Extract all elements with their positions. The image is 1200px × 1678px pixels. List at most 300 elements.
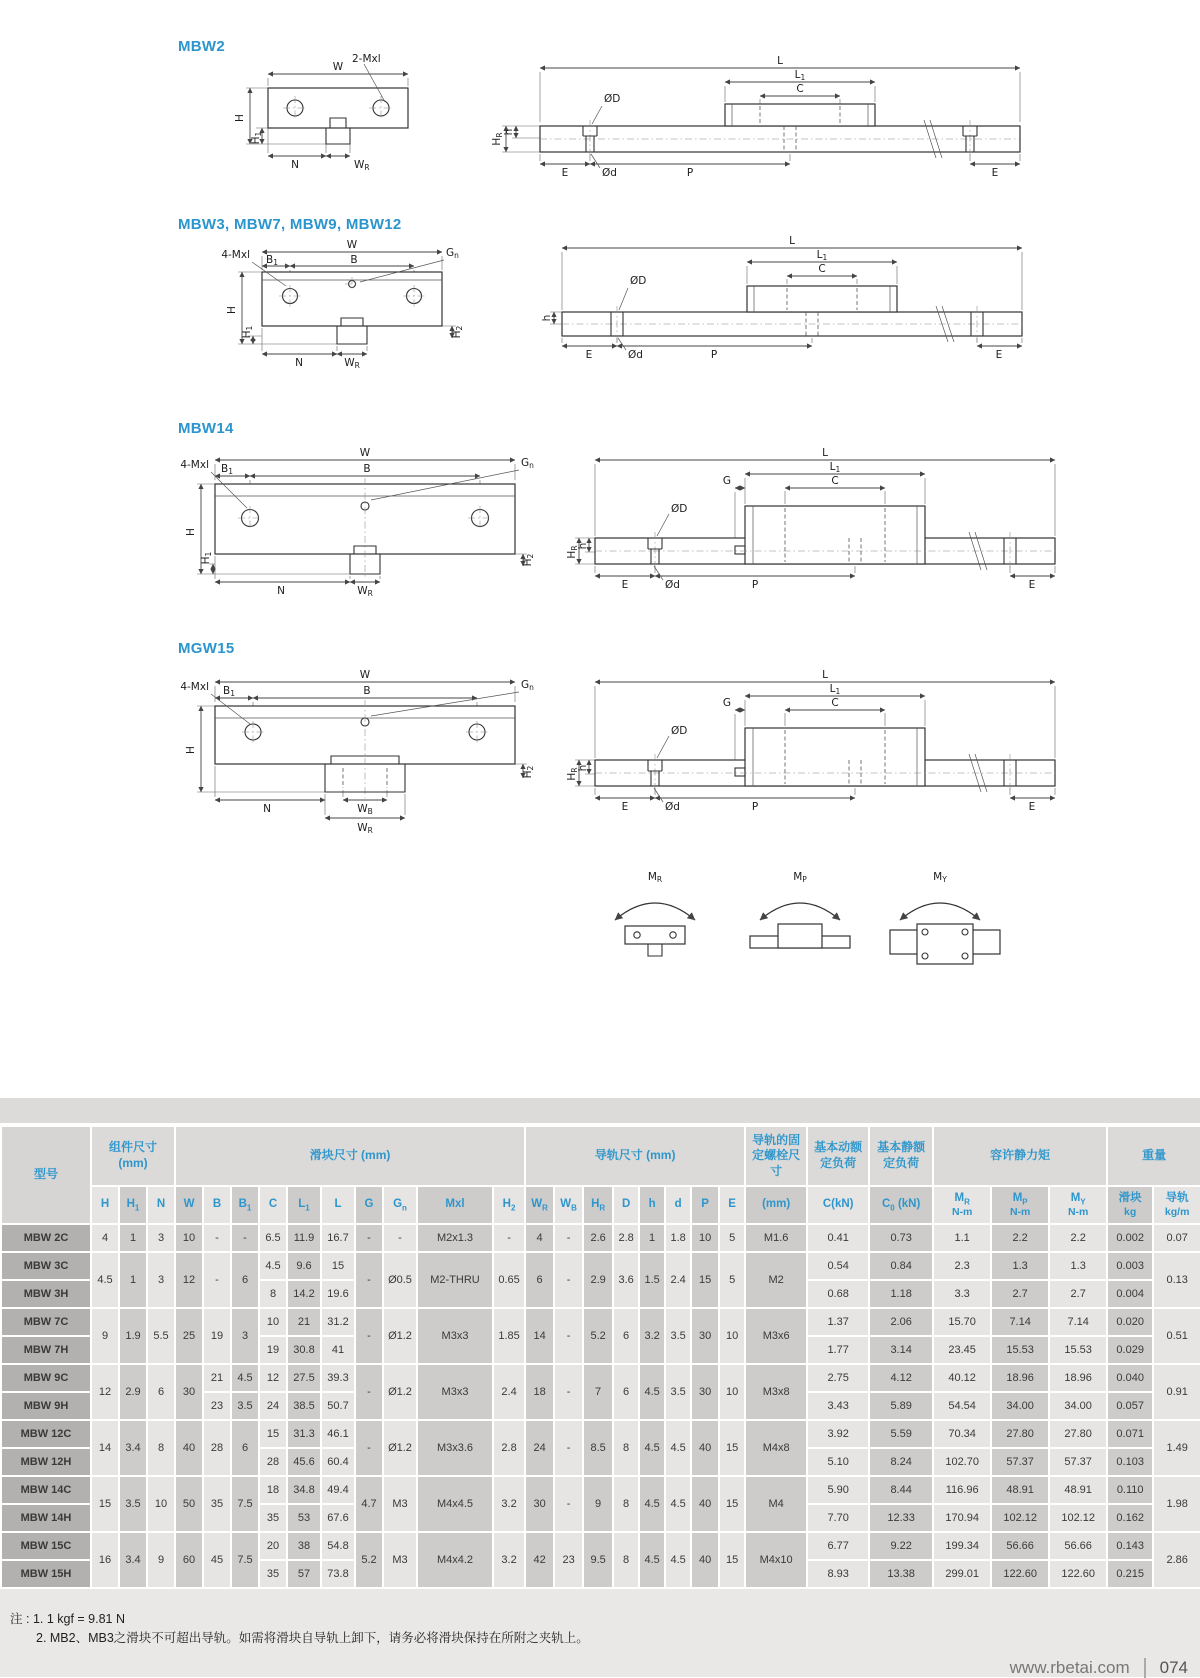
dim-label-w: W [346,239,358,251]
table-cell: - [554,1224,583,1252]
column-header: $M_R$ N-m [933,1186,991,1224]
column-header: L [321,1186,355,1224]
table-cell: 24 [259,1392,287,1420]
table-cell: 2.7 [1049,1280,1107,1308]
table-row [1,1532,1200,1560]
table-cell: 2.75 [807,1364,869,1392]
column-header: $W_B$ [554,1186,583,1224]
dim-label-n: N [263,803,271,815]
dim-label-e2: E [991,167,999,179]
table-cell: - [554,1308,583,1364]
table-cell: 34.00 [991,1392,1049,1420]
table-cell: 4.5 [665,1532,691,1588]
table-row [1,1420,1200,1448]
table-cell: 56.66 [991,1532,1049,1560]
dim-label-p: P [710,349,718,361]
table-cell: 2.2 [1049,1224,1107,1252]
dim-label-l: L [777,55,783,67]
table-cell: 4.12 [869,1364,933,1392]
dim-label-c: C [796,83,804,95]
column-header: N [147,1186,175,1224]
group-header-rail: 导轨尺寸 (mm) [525,1126,745,1186]
table-cell: 122.60 [1049,1560,1107,1588]
table-cell: 3.43 [807,1392,869,1420]
dim-label-l1: L1 [829,683,841,696]
dim-label-h1: H1 [200,551,213,565]
table-cell: 1.8 [665,1224,691,1252]
table-cell: 9 [147,1532,175,1588]
table-cell: 0.057 [1107,1392,1153,1420]
table-cell: 2.4 [493,1364,525,1420]
model-cell: MBW 7H [1,1336,91,1364]
table-cell: 102.70 [933,1448,991,1476]
table-cell: 116.96 [933,1476,991,1504]
column-header: $C_0$ (kN) [869,1186,933,1224]
model-cell: MBW 12C [1,1420,91,1448]
table-cell: 46.1 [321,1420,355,1448]
table-cell: 2.06 [869,1308,933,1336]
table-cell: 4.5 [639,1476,665,1532]
note-label: 注 : [10,1612,30,1626]
table-cell: 4.5 [665,1420,691,1476]
table-cell: 0.41 [807,1224,869,1252]
table-cell: 1.18 [869,1280,933,1308]
dim-label-od2: Ød [665,579,680,591]
mbw3-side-view [541,235,1022,361]
table-cell: 0.162 [1107,1504,1153,1532]
table-cell: 6 [231,1252,259,1308]
table-cell: 13.38 [869,1560,933,1588]
page-number: 074 [1144,1658,1188,1678]
table-cell: 4.5 [259,1252,287,1280]
table-row [1,1364,1200,1392]
table-cell: 60 [175,1532,203,1588]
block-outline [745,506,925,564]
table-cell: 53 [287,1504,321,1532]
table-cell: 0.68 [807,1280,869,1308]
column-header: $L_1$ [287,1186,321,1224]
section-title-mbw2: MBW2 [178,38,226,55]
dim-label-b: B [363,685,371,697]
column-header: W [175,1186,203,1224]
table-cell: 3.14 [869,1336,933,1364]
table-cell: 0.65 [493,1252,525,1308]
table-cell: 12.33 [869,1504,933,1532]
table-cell: 10 [147,1476,175,1532]
dim-label-n: N [277,585,285,597]
table-cell: 3.92 [807,1420,869,1448]
table-cell: 5.2 [583,1308,613,1364]
table-cell: 34.00 [1049,1392,1107,1420]
table-cell: 9 [583,1476,613,1532]
table-cell: 1 [119,1224,147,1252]
table-cell: 6 [525,1252,554,1308]
table-cell: 70.34 [933,1420,991,1448]
table-letter-header-row [1,1186,1200,1224]
table-cell: 8.5 [583,1420,613,1476]
model-cell: MBW 15H [1,1560,91,1588]
block-outline [725,104,875,126]
table-cell: 15.70 [933,1308,991,1336]
column-header: Mxl [417,1186,493,1224]
table-cell: - [554,1476,583,1532]
table-cell: 0.54 [807,1252,869,1280]
table-cell: 4.5 [231,1364,259,1392]
table-cell: 5.89 [869,1392,933,1420]
table-cell: 45 [203,1532,231,1588]
table-cell: 9.22 [869,1532,933,1560]
table-cell: 25 [175,1308,203,1364]
column-header: D [613,1186,639,1224]
dim-label-p: P [686,167,694,179]
table-cell: 0.020 [1107,1308,1153,1336]
dim-label-od: ØD [671,725,688,737]
dim-label-wb: WB [357,803,373,816]
dim-label-mxl: 2-Mxl [352,53,381,65]
table-cell: 15 [719,1532,745,1588]
table-cell: 102.12 [991,1504,1049,1532]
table-cell: 1.98 [1153,1476,1200,1532]
dim-label-od: ØD [604,93,621,105]
table-cell: 38 [287,1532,321,1560]
table-cell: 1.85 [493,1308,525,1364]
table-cell: 2.8 [493,1420,525,1476]
table-cell: 3.6 [613,1252,639,1308]
dim-label-mxl: 4-Mxl [180,681,209,693]
model-cell: MBW 14C [1,1476,91,1504]
note-1: 1. 1 kgf = 9.81 N [32,1612,126,1626]
table-cell: - [355,1224,383,1252]
table-cell: 8 [613,1476,639,1532]
table-cell: 14 [91,1420,119,1476]
dim-label-h2: H2 [522,765,535,779]
column-header: B [203,1186,231,1224]
table-cell: M2-THRU [417,1252,493,1308]
table-cell: 2.2 [991,1224,1049,1252]
table-cell: 41 [321,1336,355,1364]
table-cell: 299.01 [933,1560,991,1588]
table-cell: - [554,1252,583,1308]
dim-label-h2: H2 [451,325,464,339]
dim-label-b: B [350,254,358,266]
block-outline [778,924,822,948]
table-cell: 10 [691,1224,719,1252]
dim-label-od: ØD [671,503,688,515]
table-cell: M3x6 [745,1308,807,1364]
dim-label-hr: HR [491,132,504,146]
table-cell: M4x10 [745,1532,807,1588]
group-header-static-load: 基本静额定负荷 [869,1126,933,1186]
table-cell: 57.37 [991,1448,1049,1476]
table-cell: 30 [525,1476,554,1532]
footnote-line-1 [10,1610,589,1629]
table-cell: 10 [175,1224,203,1252]
section-title-mbw14: MBW14 [178,420,234,437]
dim-label-b1: B1 [266,254,278,267]
dim-label-h: h [577,764,589,772]
table-cell: 40 [691,1476,719,1532]
column-header: C [259,1186,287,1224]
table-cell: 3.2 [493,1532,525,1588]
moment-my [890,871,1000,964]
table-cell: 20 [259,1532,287,1560]
table-cell: 199.34 [933,1532,991,1560]
table-cell: 28 [259,1448,287,1476]
table-cell: 23 [203,1392,231,1420]
dim-label-c: C [818,263,826,275]
table-cell: 6.77 [807,1532,869,1560]
dim-label-h: h [541,314,553,322]
table-cell: 18 [259,1476,287,1504]
table-cell: - [355,1364,383,1420]
column-header: $H_2$ [493,1186,525,1224]
table-cell: 8 [613,1532,639,1588]
table-cell: 0.215 [1107,1560,1153,1588]
table-cell: 0.110 [1107,1476,1153,1504]
table-cell: 0.103 [1107,1448,1153,1476]
table-cell: 4.7 [355,1476,383,1532]
mbw2-front-view [234,53,408,172]
table-cell: 5.5 [147,1308,175,1364]
dim-label-b1: B1 [223,685,235,698]
model-cell: MBW 3H [1,1280,91,1308]
table-cell: - [554,1420,583,1476]
table-cell: 54.54 [933,1392,991,1420]
table-row [1,1308,1200,1336]
table-cell: 4.5 [665,1476,691,1532]
table-cell: 0.91 [1153,1364,1200,1420]
table-cell: 9.5 [583,1532,613,1588]
column-header: $H_R$ [583,1186,613,1224]
column-header: 导轨 kg/m [1153,1186,1200,1224]
column-header: 滑块 kg [1107,1186,1153,1224]
table-cell: 4.5 [639,1364,665,1420]
table-cell: 3.2 [493,1476,525,1532]
table-cell: 0.84 [869,1252,933,1280]
table-cell: 19 [203,1308,231,1364]
table-cell: 50 [175,1476,203,1532]
table-cell: 15 [321,1252,355,1280]
table-cell: 1.77 [807,1336,869,1364]
table-cell: 0.071 [1107,1420,1153,1448]
column-header: E [719,1186,745,1224]
table-cell: 3 [147,1252,175,1308]
dim-label-p: P [751,801,759,813]
table-cell: M4x4.2 [417,1532,493,1588]
table-row [1,1224,1200,1252]
table-cell: 0.004 [1107,1280,1153,1308]
dim-label-h: H [226,306,238,314]
model-cell: MBW 9C [1,1364,91,1392]
table-cell: 8 [147,1420,175,1476]
table-cell: 3 [231,1308,259,1364]
table-cell: 9 [91,1308,119,1364]
table-cell: 40.12 [933,1364,991,1392]
table-cell: 15 [259,1420,287,1448]
website-link[interactable]: www.rbetai.com [1009,1658,1130,1677]
table-cell: 2.9 [119,1364,147,1420]
dim-label-wr: WR [344,357,360,370]
dim-label-e: E [621,801,629,813]
table-cell: 40 [691,1420,719,1476]
dim-label-h: H [185,746,197,754]
column-header: $W_R$ [525,1186,554,1224]
table-cell: M2 [745,1252,807,1308]
table-cell: 1 [119,1252,147,1308]
table-cell: M3 [383,1532,417,1588]
table-cell: 49.4 [321,1476,355,1504]
table-cell: 7.5 [231,1532,259,1588]
table-cell: 6 [613,1364,639,1420]
dim-label-h: H [185,528,197,536]
table-cell: 4.5 [639,1532,665,1588]
group-header-block: 滑块尺寸 (mm) [175,1126,525,1186]
model-cell: MBW 2C [1,1224,91,1252]
dim-label-c: C [831,475,839,487]
table-cell: 15 [91,1476,119,1532]
table-cell: 39.3 [321,1364,355,1392]
table-cell: 8.24 [869,1448,933,1476]
table-cell: 2.4 [665,1252,691,1308]
dim-label-gn: Gn [521,679,534,692]
table-cell: M1.6 [745,1224,807,1252]
dim-label-mxl: 4-Mxl [180,459,209,471]
table-cell: 0.13 [1153,1252,1200,1308]
moment-arrow [900,903,980,920]
table-cell: M4x4.5 [417,1476,493,1532]
column-header: $G_n$ [383,1186,417,1224]
table-cell: 0.143 [1107,1532,1153,1560]
table-cell: 5 [719,1224,745,1252]
table-cell: 27.80 [1049,1420,1107,1448]
table-cell: 0.029 [1107,1336,1153,1364]
table-top-strip [0,1098,1200,1125]
table-cell: 1.1 [933,1224,991,1252]
column-header: P [691,1186,719,1224]
table-cell: 34.8 [287,1476,321,1504]
table-cell: 42 [525,1532,554,1588]
dim-label-l1: L1 [816,249,828,262]
dim-label-g: G [722,475,731,487]
dim-label-mxl: 4-Mxl [221,249,250,261]
table-cell: 24 [525,1420,554,1476]
table-cell: 6 [147,1364,175,1420]
moment-mp [750,871,850,948]
dim-label-wr: WR [357,585,373,598]
table-cell: 6.5 [259,1224,287,1252]
table-cell: - [203,1224,231,1252]
dim-label-l: L [789,235,795,247]
table-cell: 30 [691,1364,719,1420]
table-cell: 6 [231,1420,259,1476]
column-header: d [665,1186,691,1224]
group-header-moment: 容许静力矩 [933,1126,1107,1186]
table-cell: 5.59 [869,1420,933,1448]
table-cell: 2.9 [583,1252,613,1308]
dim-label-g: G [722,697,731,709]
dim-label-w: W [359,447,371,459]
table-cell: 3.5 [665,1308,691,1364]
table-cell: 15.53 [1049,1336,1107,1364]
mbw14-front-view [180,447,535,598]
block-outline [917,924,973,964]
table-cell: 73.8 [321,1560,355,1588]
section-title-mbw3: MBW3, MBW7, MBW9, MBW12 [178,216,402,233]
table-cell: Ø1.2 [383,1308,417,1364]
table-cell: 5 [719,1252,745,1308]
table-cell: M4 [745,1476,807,1532]
table-cell: 27.80 [991,1420,1049,1448]
table-cell: 10 [719,1308,745,1364]
table-cell: 27.5 [287,1364,321,1392]
moment-my-label: MY [933,871,947,884]
table-cell: 8 [259,1280,287,1308]
dim-label-e: E [621,579,629,591]
table-cell: 40 [175,1420,203,1476]
column-header: $M_Y$ N-m [1049,1186,1107,1224]
table-cell: 15 [719,1476,745,1532]
table-cell: 4.5 [91,1252,119,1308]
moment-diagrams [615,871,1000,964]
group-header-dynamic-load: 基本动额定负荷 [807,1126,869,1186]
table-cell: 14.2 [287,1280,321,1308]
table-cell: - [355,1308,383,1364]
table-cell: 3.5 [119,1476,147,1532]
dim-label-h: h [577,542,589,550]
table-cell: 23 [554,1532,583,1588]
table-cell: 35 [203,1476,231,1532]
table-cell: M3 [383,1476,417,1532]
column-header: H [91,1186,119,1224]
table-cell: 2.7 [991,1280,1049,1308]
table-cell: 6 [613,1308,639,1364]
table-cell: 10 [719,1364,745,1420]
mgw15-side-view [566,669,1055,813]
table-cell: M3x3 [417,1308,493,1364]
group-header-weight: 重量 [1107,1126,1200,1186]
table-cell: 48.91 [1049,1476,1107,1504]
table-cell: 11.9 [287,1224,321,1252]
table-cell: 3.3 [933,1280,991,1308]
table-cell: 38.5 [287,1392,321,1420]
table-cell: 8.93 [807,1560,869,1588]
block-outline [747,286,897,312]
mbw2-side-view [491,55,1020,179]
model-cell: MBW 3C [1,1252,91,1280]
table-cell: 8 [613,1420,639,1476]
dim-label-e: E [585,349,593,361]
moment-arrow [760,903,840,920]
model-cell: MBW 12H [1,1448,91,1476]
table-cell: 19.6 [321,1280,355,1308]
table-cell: 23.45 [933,1336,991,1364]
table-cell: 4.5 [639,1420,665,1476]
table-cell: 4 [525,1224,554,1252]
table-cell: 0.73 [869,1224,933,1252]
table-cell: 4 [91,1224,119,1252]
moment-mr [615,871,695,956]
table-cell: - [554,1364,583,1420]
table-cell: 15 [691,1252,719,1308]
table-cell: 5.2 [355,1532,383,1588]
dim-label-h: H [234,114,246,122]
section-title-mgw15: MGW15 [178,640,235,657]
dim-label-l1: L1 [794,69,806,82]
table-cell: 14 [525,1308,554,1364]
rail-profile [648,944,662,956]
table-cell: 15 [719,1420,745,1476]
table-cell: 7.70 [807,1504,869,1532]
